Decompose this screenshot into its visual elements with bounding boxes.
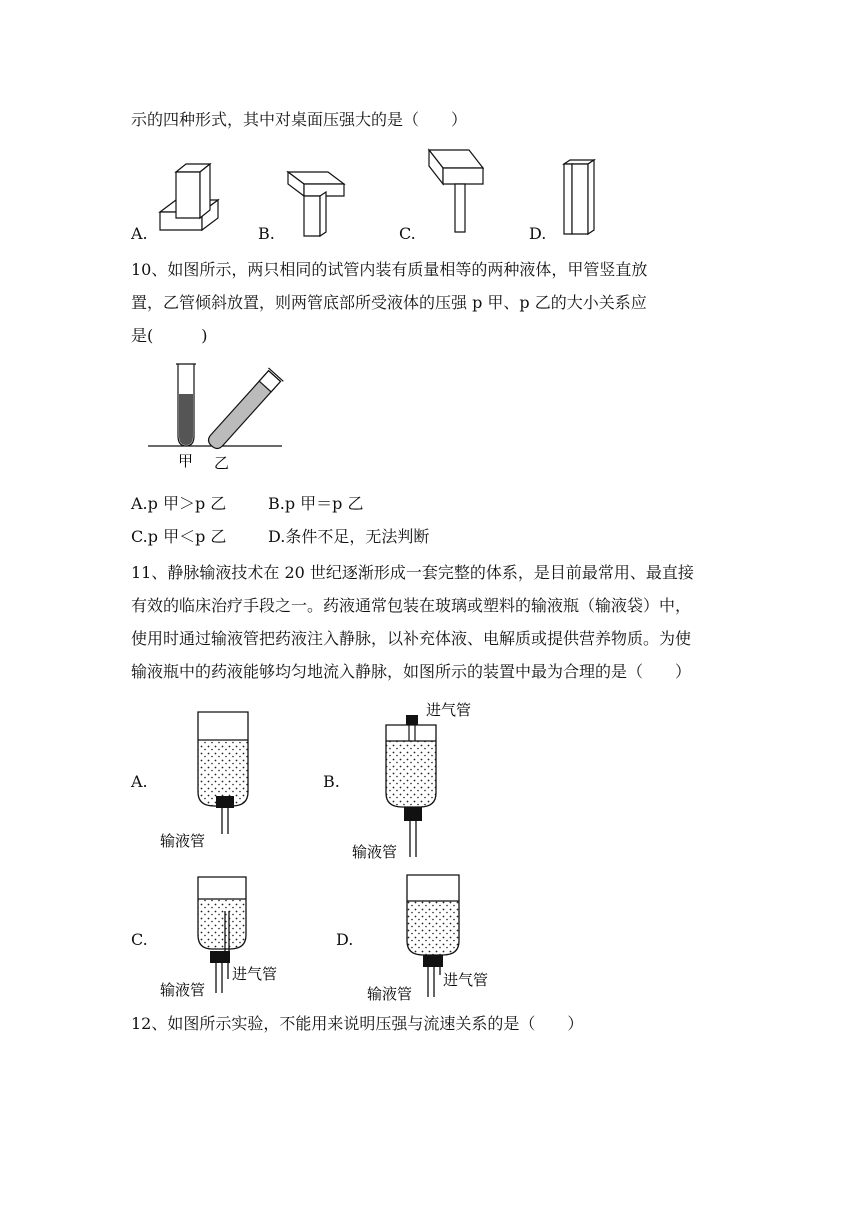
test-tubes-figure (148, 362, 288, 472)
infusion-tube-label-a: 输液管 (160, 832, 206, 850)
infusion-tube-label-b: 输液管 (352, 843, 398, 861)
q11-option-c: C. (131, 930, 148, 949)
brick-figure-b (286, 160, 366, 240)
air-tube-label-d: 进气管 (443, 971, 489, 989)
infusion-tube-label-d: 输液管 (367, 985, 413, 1003)
bottle-figure-d (365, 873, 525, 1008)
q11-option-d: D. (336, 930, 354, 949)
tube-label-yi: 乙 (214, 454, 230, 472)
q11-stem-line4: 输液瓶中的药液能够均匀地流入静脉，如图所示的装置中最为合理的是（ ） (131, 662, 692, 681)
air-tube-label-c: 进气管 (232, 965, 278, 983)
q11-stem-line1: 11、静脉输液技术在 20 世纪逐渐形成一套完整的体系，是目前最常用、最直接 (131, 563, 694, 582)
brick-figure-a (158, 160, 248, 240)
q9-option-a: A. (131, 224, 148, 243)
q11-stem-line2: 有效的临床治疗手段之一。药液通常包装在玻璃或塑料的输液瓶（输液袋）中， (131, 596, 692, 615)
q10-stem-line3: 是( ) (131, 326, 208, 345)
q10-stem-line2: 置，乙管倾斜放置，则两管底部所受液体的压强 p 甲、p 乙的大小关系应 (131, 293, 647, 312)
tube-label-jia: 甲 (178, 452, 194, 470)
air-tube-label-b: 进气管 (426, 701, 472, 719)
q9-option-d: D. (529, 224, 547, 243)
bottle-figure-b (350, 695, 520, 865)
q12-stem: 12、如图所示实验，不能用来说明压强与流速关系的是（ ） (131, 1014, 584, 1033)
q10-option-d: D.条件不足，无法判断 (268, 527, 430, 546)
q10-option-b: B.p 甲＝p 乙 (268, 494, 364, 513)
bottle-figure-c (158, 875, 308, 1005)
bottle-figure-a (158, 710, 268, 860)
q11-option-b: B. (323, 772, 340, 791)
q9-option-c: C. (399, 224, 416, 243)
brick-figure-d (562, 158, 602, 238)
q11-option-a: A. (131, 772, 148, 791)
q10-option-a: A.p 甲＞p 乙 (131, 494, 227, 513)
q10-option-c: C.p 甲＜p 乙 (131, 527, 227, 546)
q9-stem: 示的四种形式，其中对桌面压强大的是（ ） (131, 110, 468, 129)
q10-stem-line1: 10、如图所示，两只相同的试管内装有质量相等的两种液体，甲管竖直放 (131, 260, 648, 279)
q11-stem-line3: 使用时通过输液管把药液注入静脉，以补充体液、电解质或提供营养物质。为使 (131, 629, 692, 648)
infusion-tube-label-c: 输液管 (160, 981, 206, 999)
q9-option-b: B. (258, 224, 275, 243)
brick-figure-c (425, 148, 495, 238)
